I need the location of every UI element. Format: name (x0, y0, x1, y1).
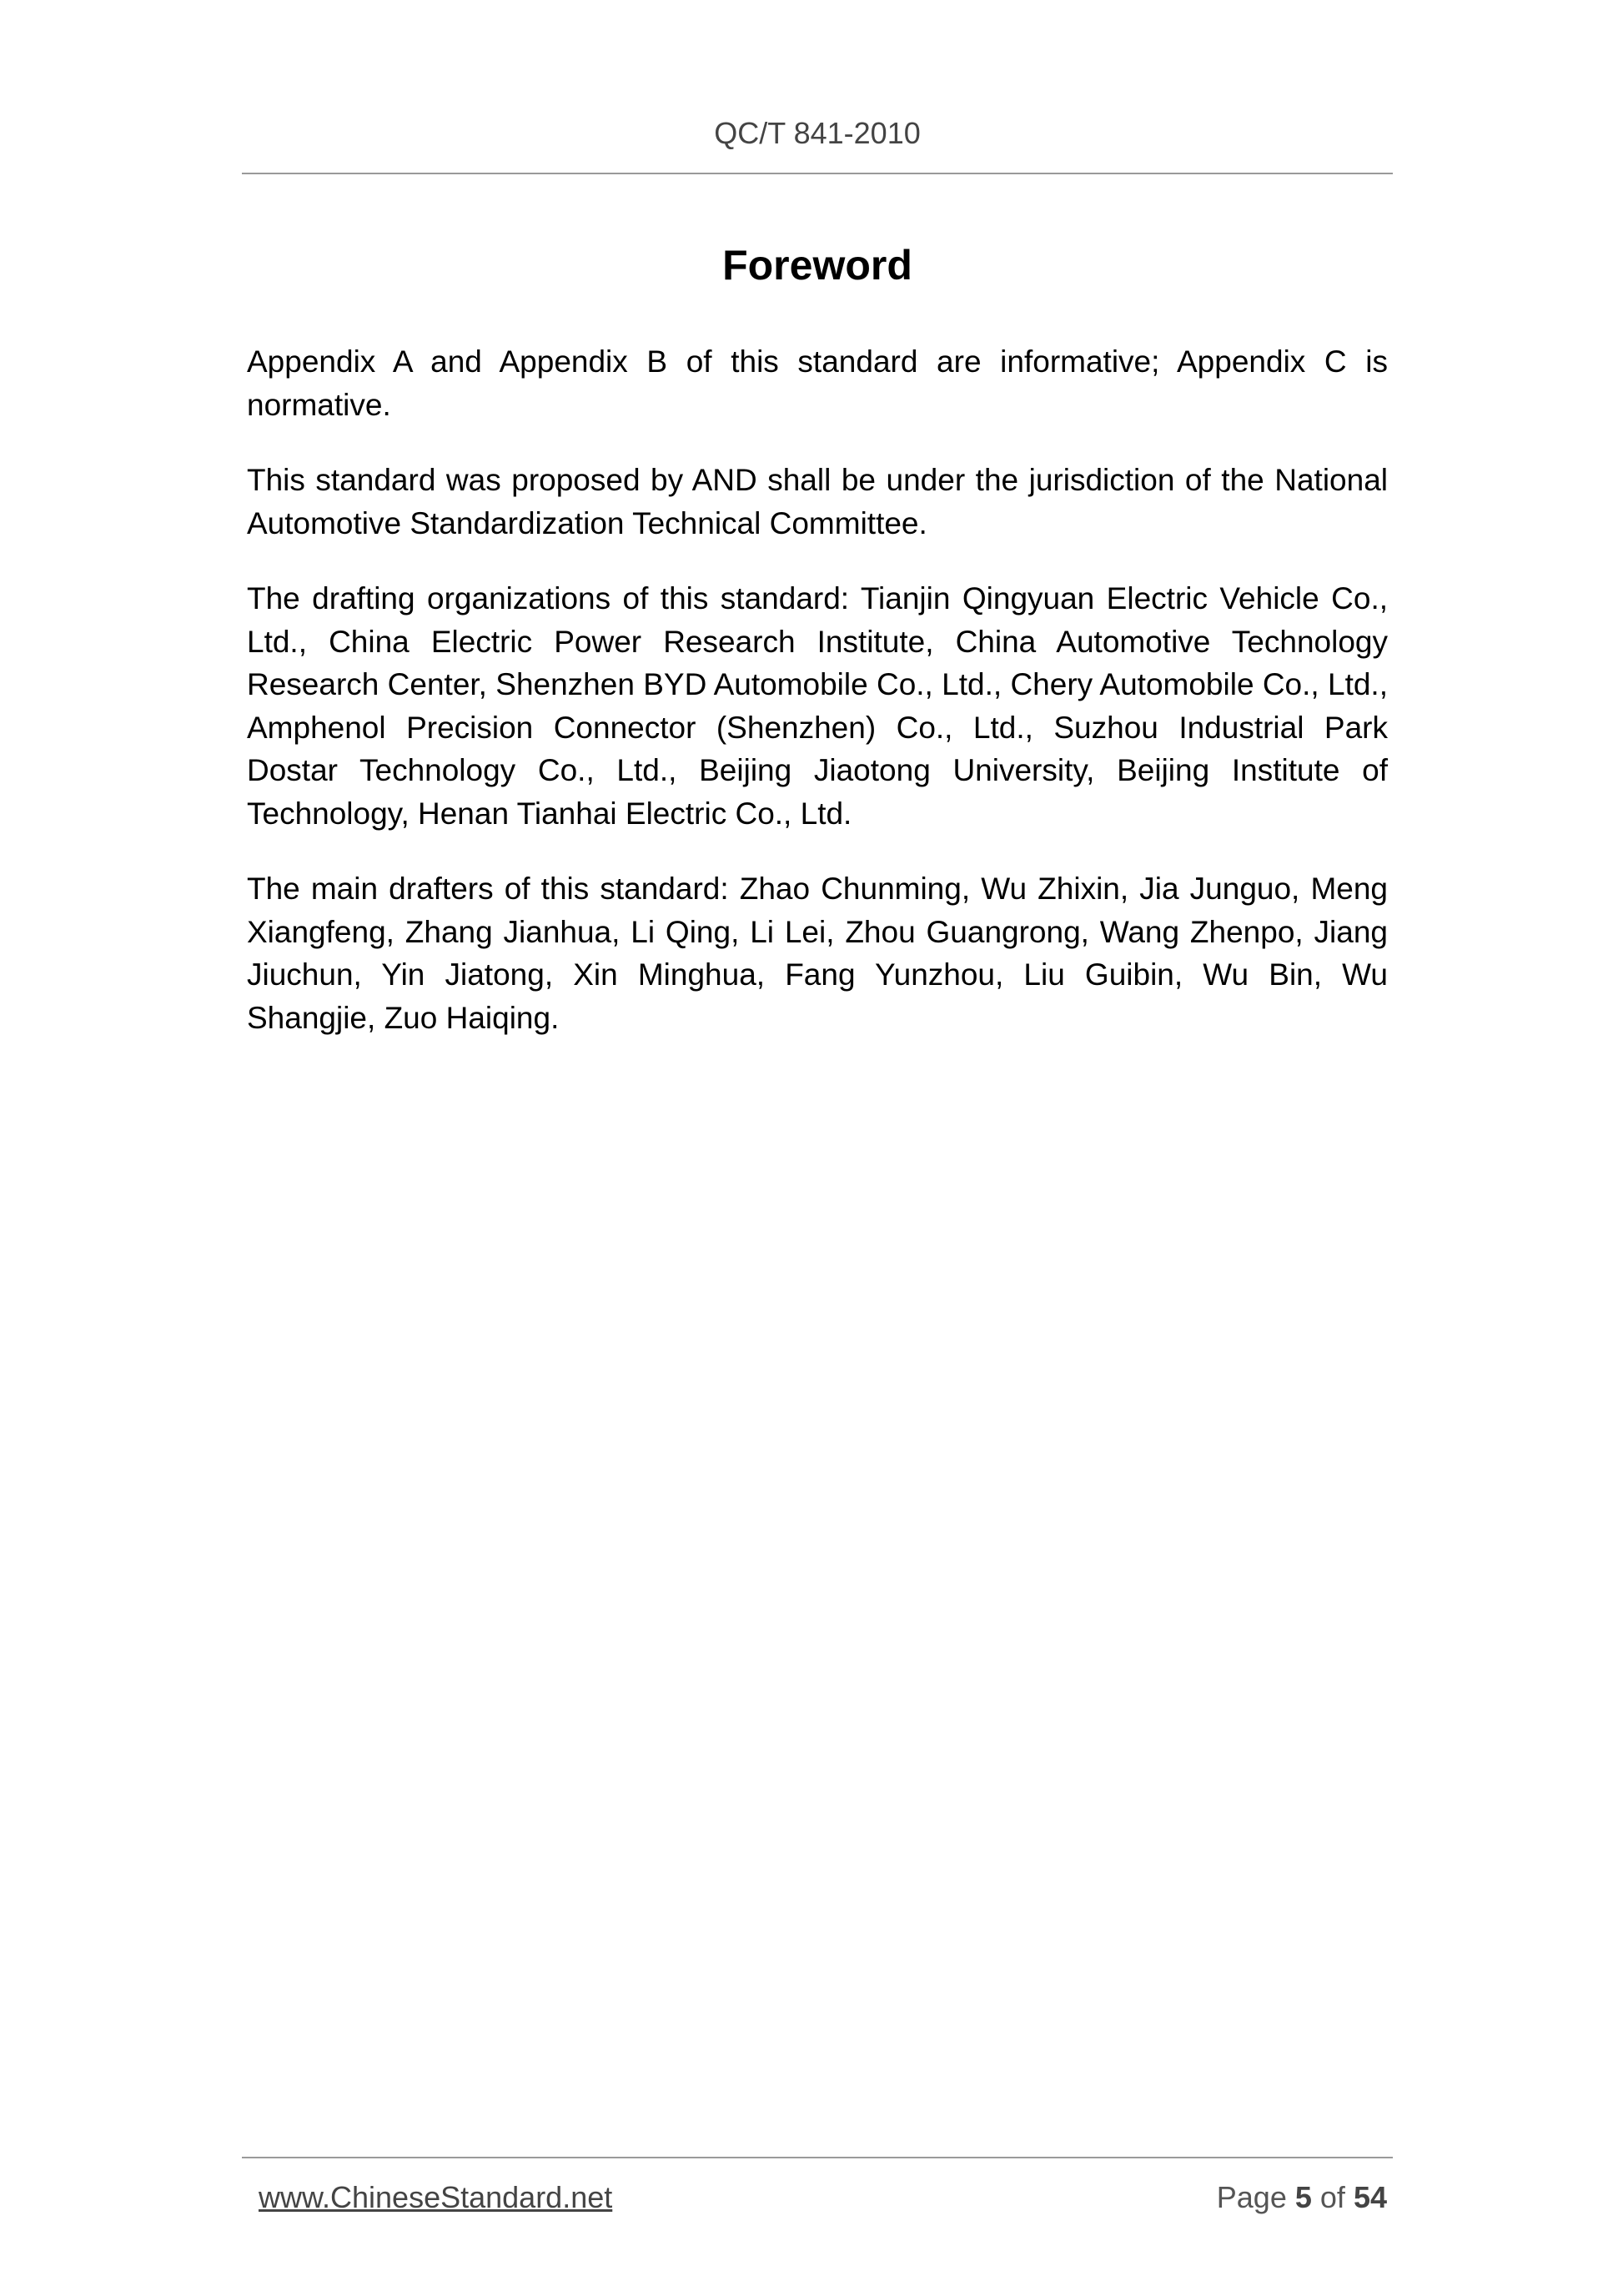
page-of: of (1319, 2180, 1345, 2214)
page-total: 54 (1353, 2180, 1387, 2214)
footer-website-link[interactable]: www.ChineseStandard.net (259, 2180, 613, 2214)
document-body (247, 340, 1388, 1072)
header-divider (242, 173, 1393, 174)
paragraph-drafting-organizations: The drafting organizations of this standard: Tianjin Qingyuan Electric Vehicle Co., Ltd., China Electric Power Research Institute, China Automotive Technology Research Center, Shenzhen BYD Automobile Co., Ltd., Chery Automobile Co., Ltd., Amphenol Precision Connector (Shenzhen) Co., Ltd., Suzhou Industrial Park Dostar Technology Co., Ltd., Beijing Jiaotong University, Beijing Institute of Technology, Henan Tianhai Electric Co., Ltd. (247, 581, 1388, 831)
footer-divider (242, 2157, 1393, 2158)
page-current: 5 (1294, 2180, 1312, 2214)
paragraph-main-drafters: The main drafters of this standard: Zhao Chunming, Wu Zhixin, Jia Junguo, Meng Xiangfeng, Zhang Jianhua, Li Qing, Li Lei, Zhou Guangrong, Wang Zhenpo, Jiang Jiuchun, Yin Jiatong, Xin Minghua, Fang Yunzhou, Liu Guibin, Wu Bin, Wu Shangjie, Zuo Haiqing. (247, 872, 1388, 1035)
paragraph-appendix-note: Appendix A and Appendix B of this standard are informative; Appendix C is normative. (247, 344, 1388, 422)
page-number (1217, 2178, 1387, 2218)
page-title: Foreword (722, 242, 912, 289)
page-prefix: Page (1216, 2180, 1287, 2214)
paragraph-proposal: This standard was proposed by AND shall be under the jurisdiction of the National Automotive Standardization Technical Committee. (247, 463, 1388, 540)
page-header-standard-code: QC/T 841-2010 (714, 116, 921, 150)
